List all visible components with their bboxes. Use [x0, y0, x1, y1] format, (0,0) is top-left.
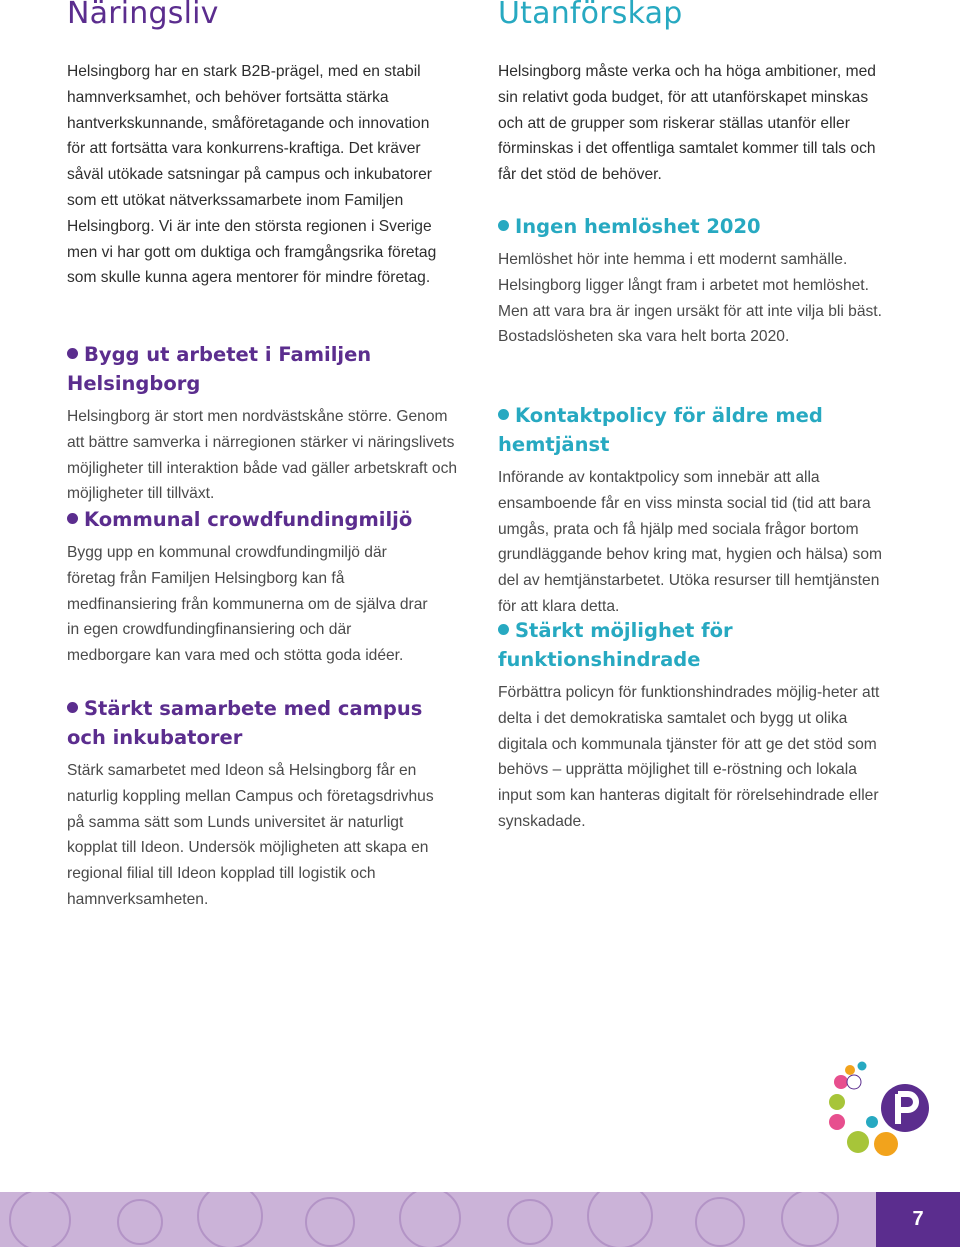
footer-pattern [0, 1192, 960, 1247]
right-section-2 [498, 401, 898, 620]
bullet-dot-icon [67, 513, 78, 524]
section-body: Hemlöshet hör inte hemma i ett modernt samhälle. Helsingborg ligger långt fram i arbetet mot hemlöshet. Men att vara bra är ingen ursäkt för att inte vilja bli bäst. Bostadslösheten ska vara helt borta 2020. [498, 251, 882, 346]
right-heading: Utanförskap [498, 0, 683, 31]
section-body: Bygg upp en kommunal crowdfundingmiljö där företag från Familjen Helsingborg kan få medfinansiering från kommunerna om de själva drar in egen crowdfundingfinansiering och där medborgare kan vara med och stötta goda idéer. [67, 544, 428, 665]
pirate-party-logo [820, 1060, 935, 1170]
section-title: Bygg ut arbetet i Familjen Helsingborg [67, 343, 372, 395]
section-body: Stärk samarbetet med Ideon så Helsingborg får en naturlig koppling mellan Campus och företagsdrivhus på samma sätt som Lunds universitet är naturligt kopplat till Ideon. Undersök möjligheten att skapa en regional filial till Ideon kopplad till logistik och hamnverksamheten. [67, 762, 434, 908]
right-intro: Helsingborg måste verka och ha höga ambitioner, med sin relativt goda budget, för att utanförskapet minskas och att de grupper som riskerar ställas utanför eller förminskas i det offentliga samtalet kommer till tals och får det stöd de behöver. [498, 63, 876, 184]
bullet-dot-icon [67, 348, 78, 359]
left-section-1 [67, 340, 462, 507]
section-title: Kontaktpolicy för äldre med hemtjänst [498, 404, 823, 456]
bullet-dot-icon [498, 409, 509, 420]
section-body: Införande av kontaktpolicy som innebär att alla ensamboende får en viss minsta social tid (tid att bara umgås, prata och få hjälp med sociala frågor bortom grundläggande behov kring mat, hygien och hälsa) som del av hemtjänstarbetet. Utöka resurser till hemtjänsten för att klara detta. [498, 469, 883, 615]
left-section-2 [67, 505, 462, 669]
section-title: Stärkt möjlighet för funktionshindrade [498, 619, 733, 671]
bullet-dot-icon [67, 702, 78, 713]
section-body: Förbättra policyn för funktionshindrades möjlig-heter att delta i det demokratiska samtalet och bygg ut olika digitala och kommunala tjänster för att ge det stöd som behövs – upprätta möjlighet till e-röstning och lokala input som kan hanteras digitalt för rörelsehindrade eller synskadade. [498, 684, 880, 830]
page-number: 7 [876, 1192, 960, 1247]
section-body: Helsingborg är stort men nordvästskåne större. Genom att bättre samverka i närregionen stärker vi näringslivets möjligheter till interaktion både vad gäller arbetskraft och möjligheter till tillväxt. [67, 408, 458, 503]
left-section-3 [67, 694, 462, 913]
section-title: Ingen hemlöshet 2020 [498, 212, 898, 241]
left-intro: Helsingborg har en stark B2B-prägel, med en stabil hamnverksamhet, och behöver fortsätta stärka hantverkskunnande, småföretagande och innovation för att fortsätta vara konkurrens-kraftiga. Det kräver såväl utökade satsningar på campus och inkubatorer som ett utökat nätverkssamarbete inom Familjen Helsingborg. Vi är inte den största regionen i Sverige men vi har gott om duktiga och framgångsrika företag som skulle kunna agera mentorer för mindre företag. [67, 63, 437, 287]
bullet-dot-icon [498, 624, 509, 635]
right-section-1 [498, 212, 898, 350]
section-title: Kommunal crowdfundingmiljö [67, 505, 462, 534]
bullet-dot-icon [498, 220, 509, 231]
left-heading: Näringsliv [67, 0, 219, 31]
right-section-3 [498, 616, 898, 835]
section-title: Stärkt samarbete med campus och inkubatorer [67, 697, 423, 749]
